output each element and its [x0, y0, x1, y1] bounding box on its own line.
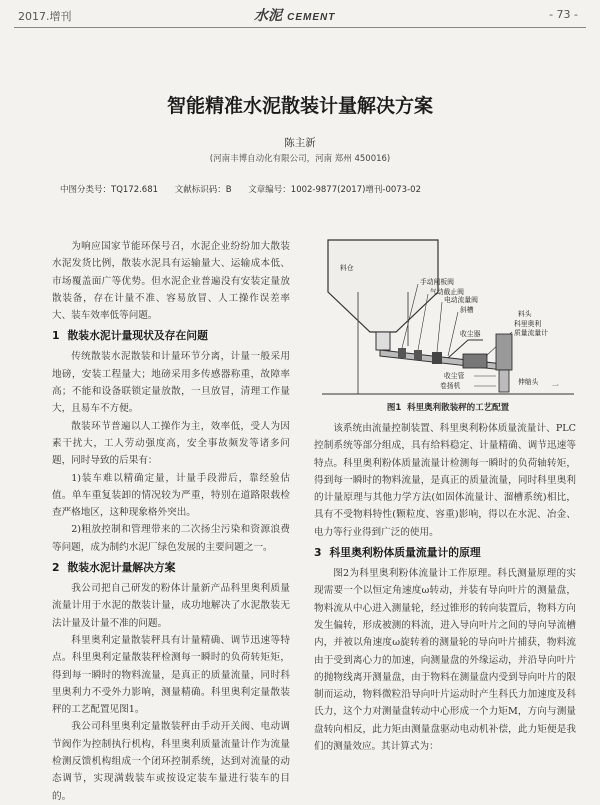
section-3-heading: 3 科里奥利粉体质量流量计的原理	[314, 546, 481, 560]
label-manual-gate: 手动闸板阀	[420, 278, 454, 286]
intro-paragraph: 为响应国家节能环保号召，水泥企业纷纷加大散装水泥发货比例，散装水泥具有运输量大、运输成本低、市场覆盖面广等优势。但水泥企业普遍没有安装定量放散装备，存在计量不准、容易放冒、人工操作误差率大、装车效率低等问题。	[52, 241, 290, 322]
logo-english: CEMENT	[287, 12, 336, 23]
figure-caption	[318, 401, 578, 413]
manual-valve-shape	[398, 348, 406, 358]
journal-issue: 2017.增刊	[18, 10, 72, 23]
label-chute: 斜槽	[460, 306, 474, 314]
flowmeter-shape	[463, 354, 487, 368]
paragraph: 图2为科里奥利粉体流量计工作原理。科氏测量原理的实现需要一个以恒定角速度ω转动，并装有导向叶片的测量盘，物料流从中心进入测量轮，经过锥形的转向装置后，物料方向发生偏转，形成被测的料流，进入导向叶片之间的导向导流槽内，并被以角速度ω旋转着的测量轮的导向叶片捕获，物料流由于受到离心力的加速，向测量盘的外缘运动，并沿导向叶片的抛物线离开测量盘，由于物料在测量盘内受到导向叶片的限制而运动，物料微粒沿导向叶片运动时产生科氏力加速度及科氏力，这个力对测量盘转动中心形成一个力矩M，方向与测量盘转向相反，此力矩由测量盘驱动电动机补偿，此力矩便是我们的测量效应。其计算式为：	[314, 568, 576, 753]
right-column	[314, 420, 576, 755]
label-hoist: 卷扬机	[440, 382, 461, 390]
article-meta	[60, 183, 435, 195]
section-1-heading: 1 散装水泥计量现状及存在问题	[52, 329, 208, 343]
paragraph: 我公司把自己研发的粉体计量新产品科里奥利质量流量计用于水泥的散装计量，成功地解决了水泥散装无法计量及计量不准的问题。	[52, 583, 290, 629]
article-title: 智能精准水泥散装计量解决方案	[166, 95, 433, 117]
paragraph: 1)装车难以精确定量，计量手段滞后，靠经验估值。单车重复装卸的情况较为严重，特别在道路限载检查严格地区，这种现象格外突出。	[52, 472, 290, 519]
page-number: - 73 -	[549, 8, 578, 21]
process-diagram	[318, 236, 578, 396]
affiliation: (河南丰博自动化有限公司，河南 郑州 450016)	[209, 154, 391, 164]
article-number: 文章编号：1002-9877(2017)增刊-0073-02	[248, 185, 421, 195]
paragraph: 散装环节普遍以人工操作为主，效率低，受人为因素干扰大，工人劳动强度高，安全事故频发等诸多问题，同时导致的后果有：	[52, 420, 290, 467]
paragraph: 传统散装水泥散装和计量环节分离，计量一般采用地磅，安装工程量大；地磅采用多传感器称重，故障率高；不能和设备联锁定量放散，一旦放冒，清理工作量大，且易车不方便。	[52, 351, 290, 415]
logo-chinese: 水泥	[254, 8, 282, 24]
silo-shape	[328, 240, 438, 332]
label-air-slide: 气动截止阀	[430, 288, 464, 296]
paragraph: 该系统由流量控制装置、科里奥利粉体质量流量计、PLC控制系统等部分组成，具有给料稳定、计量精确、调节迅速等特点。科里奥利粉体质量流量计检测每一瞬时的负荷轴转矩，得到每一瞬时的物料流量，是真正的质量流量，同时科里奥利的计量原理与其他力学方法(如固体流量计、溜槽系统)相比，具有不受物料特性(颗粒度、容重)影响，得以在水泥、冶金、电力等行业得到广泛的使用。	[314, 423, 576, 538]
loader-body	[496, 334, 512, 370]
label-dust-pipe: 收尘器	[460, 330, 481, 338]
label-coriolis-1: 科里奥利	[514, 320, 542, 328]
paragraph: 2)粗放控制和管理带来的二次扬尘污染和资源浪费等问题，成为制约水泥厂绿色发展的主要问题之一。	[52, 524, 290, 553]
pneumatic-valve-shape	[414, 350, 422, 360]
document-code: 文献标识码：B	[174, 185, 232, 195]
journal-logo	[254, 5, 335, 25]
author: 陈主新	[284, 137, 316, 149]
label-ground: 一	[552, 382, 559, 390]
label-arm: 伸缩头	[518, 378, 539, 386]
label-coriolis-2: 质量流量计	[514, 329, 548, 337]
section-2-heading: 2 散装水泥计量解决方案	[52, 561, 176, 575]
header-rule	[14, 27, 586, 28]
label-head: 料头	[518, 310, 532, 318]
label-dust-collector: 收尘管	[444, 372, 465, 380]
figure-title: 科里奥利散装秤的工艺配置	[407, 403, 510, 413]
left-column	[52, 238, 290, 805]
electric-valve-shape	[432, 352, 442, 364]
silo-outlet	[376, 332, 390, 350]
figure-number: 图1	[386, 403, 402, 413]
paragraph: 我公司科里奥利定量散装秤由手动开关阀、电动调节阀作为控制执行机构，科里奥利质量流量计作为流量检测反馈机构组成一个闭环控制系统，达到对流量的动态调节，实现满载装车或按设定装车量进行装车的目的。	[52, 721, 290, 802]
label-electric-valve: 电动流量阀	[444, 296, 478, 304]
telescopic-spout	[499, 370, 509, 392]
label-silo: 料仓	[340, 264, 354, 272]
paragraph: 科里奥利定量散装秤具有计量精确、调节迅速等特点。科里奥利定量散装秤检测每一瞬时的负荷转矩矩，得到每一瞬时的物料流量，是真正的质量流量，同时科里奥利力不受外力影响，测量精确。科里奥利定量散装秤的工艺配置见图1。	[52, 634, 290, 716]
clc-number: 中图分类号：TQ172.681	[60, 185, 159, 195]
